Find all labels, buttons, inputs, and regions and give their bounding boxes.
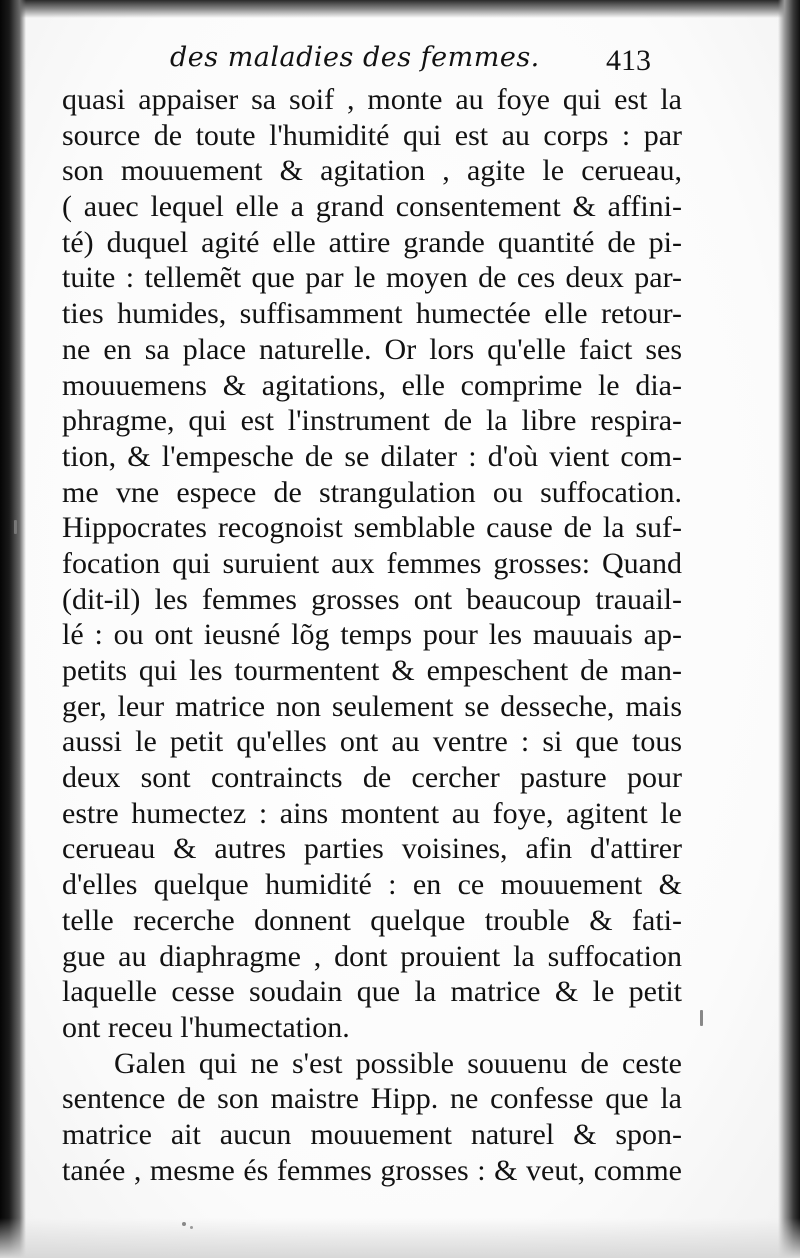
scan-shadow-bottom <box>0 1218 800 1258</box>
text-line: phragme, qui est l'instrument de la libre respira- <box>62 404 682 438</box>
text-line: Galen qui ne s'est possible souuenu de ceste <box>114 1046 682 1080</box>
text-line: estre humectez : ains montent au foye, agitent le <box>62 796 682 830</box>
text-line: ( auec lequel elle a grand consentement & affini- <box>62 190 682 224</box>
text-line: ne en sa place naturelle. Or lors qu'elle faict ses <box>62 332 682 366</box>
ink-speck <box>182 1222 186 1226</box>
text-line: sentence de son maistre Hipp. ne confesse que la <box>62 1082 682 1116</box>
page-number: 413 <box>606 44 651 77</box>
text-line: ont receu l'humectation. <box>62 1010 350 1044</box>
text-line: (dit-il) les femmes grosses ont beaucoup trauail- <box>62 582 682 616</box>
text-line: deux sont contraincts de cercher pasture pour <box>62 761 682 795</box>
text-line: cerueau & autres parties voisines, afin d'attirer <box>62 832 682 866</box>
text-line: tion, & l'empesche de se dilater : d'où vient com- <box>62 439 682 473</box>
text-line: mouuemens & agitations, elle comprime le dia- <box>62 368 682 402</box>
text-line: matrice ait aucun mouuement naturel & spon- <box>62 1117 682 1151</box>
text-line: gue au diaphragme , dont prouient la suffocation <box>62 939 682 973</box>
scan-shadow-top <box>0 0 800 18</box>
body-text <box>62 82 682 1188</box>
text-line: tanée , mesme és femmes grosses : & veut, comme <box>62 1153 682 1187</box>
text-line: Hippocrates recognoist semblable cause de la suf- <box>62 511 682 545</box>
text-line: aussi le petit qu'elles ont au ventre : si que tous <box>62 725 682 759</box>
text-line: tuite : tellemẽt que par le moyen de ces deux par- <box>62 261 682 295</box>
text-line: source de toute l'humidité qui est au corps : par <box>62 118 682 152</box>
text-line: quasi appaiser sa soif , monte au foye qui est la <box>62 83 682 116</box>
text-line: telle recerche donnent quelque trouble & fati- <box>62 903 682 937</box>
text-line: petits qui les tourmentent & empeschent de man- <box>62 654 682 687</box>
ink-speck <box>700 1010 703 1026</box>
text-line: focation qui suruient aux femmes grosses: Quand <box>62 546 682 580</box>
text-line: ger, leur matrice non seulement se desseche, mais <box>62 689 682 723</box>
text-line: lé : ou ont ieusné lõg temps pour les mauuais ap- <box>62 618 682 652</box>
text-line: laquelle cesse soudain que la matrice & le petit <box>62 975 682 1009</box>
text-line: té) duquel agité elle attire grande quantité de pi- <box>62 225 682 259</box>
ink-speck <box>14 520 17 534</box>
text-line: son mouuement & agitation , agite le cerueau, <box>62 154 682 188</box>
running-title: des maladies des femmes. <box>170 42 540 73</box>
ink-speck <box>190 1226 193 1229</box>
text-line: d'elles quelque humidité : en ce mouuement & <box>62 868 682 902</box>
scan-shadow-left <box>0 0 26 1258</box>
scan-shadow-right <box>778 0 800 1258</box>
text-line: ties humides, suffisamment humectée elle retour- <box>62 297 682 331</box>
text-line: me vne espece de strangulation ou suffocation. <box>62 475 682 509</box>
